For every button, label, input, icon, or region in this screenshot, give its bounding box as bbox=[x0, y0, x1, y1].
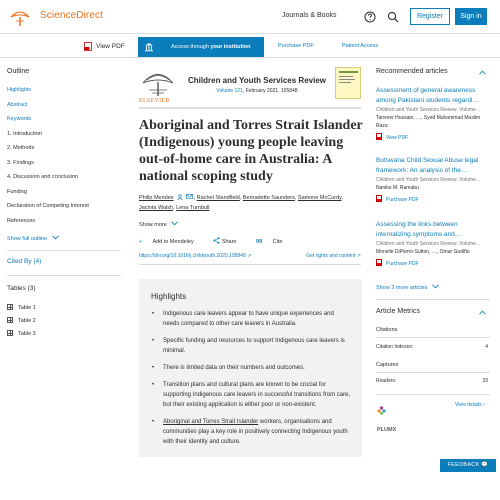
patient-access-link[interactable]: Patient Access bbox=[342, 43, 379, 49]
pdf-icon bbox=[376, 259, 382, 266]
article-actions bbox=[139, 237, 300, 245]
table-label: Table 1 bbox=[18, 305, 36, 311]
outline-item[interactable]: Declaration of Competing Interest bbox=[7, 203, 89, 209]
journal-cover-image[interactable] bbox=[335, 67, 361, 99]
table-link[interactable] bbox=[7, 317, 36, 324]
share-icon bbox=[213, 237, 220, 244]
view-pdf-link[interactable]: View PDF bbox=[96, 43, 125, 50]
table-label: Table 3 bbox=[18, 331, 36, 337]
article-metrics-title: Article Metrics bbox=[376, 308, 420, 315]
citations-label: Citations bbox=[376, 327, 398, 333]
plumx-icon bbox=[377, 406, 386, 415]
journals-books-link[interactable]: Journals & Books bbox=[282, 12, 337, 19]
outline-item[interactable]: Keywords bbox=[7, 116, 32, 122]
view-pdf-link[interactable]: View PDF bbox=[376, 133, 490, 141]
add-mendeley-button[interactable]: + Add to Mendeley bbox=[139, 239, 194, 245]
recommended-article-journal: Children and Youth Services Review, Volume… bbox=[376, 107, 481, 113]
plus-icon: + bbox=[139, 239, 143, 245]
access-institution-button[interactable] bbox=[138, 37, 264, 57]
recommended-article-journal: Children and Youth Services Review, Volume… bbox=[376, 177, 481, 183]
chevron-up-icon[interactable] bbox=[479, 310, 486, 315]
citation-indexes-value: 4 bbox=[485, 344, 488, 350]
author-link[interactable]: Samone McCurdy bbox=[297, 195, 342, 201]
author-list bbox=[139, 193, 364, 213]
recommended-article-title[interactable]: Assessment of general awareness among Pakistani students regardi… bbox=[376, 87, 479, 104]
volume-link[interactable]: Volume 121 bbox=[216, 88, 243, 94]
tables-title: Tables (3) bbox=[7, 285, 36, 292]
metric-divider bbox=[376, 337, 490, 338]
author-line: Philip Mendes , Rachel Standfield, Bernadette Saunders, Samone McCurdy, bbox=[139, 195, 344, 201]
chevron-down-icon bbox=[52, 235, 59, 240]
cited-by-link[interactable]: Cited By (4) bbox=[7, 258, 42, 265]
table-link[interactable] bbox=[7, 304, 36, 311]
highlight-item: • Transition plans and cultural plans are known to be crucial for supporting Indigenous care leavers in successful transitions from care, but their existing application is either poor or non-existent. bbox=[151, 380, 351, 410]
author-link[interactable]: Lena Turnbull bbox=[176, 205, 210, 211]
recommended-article bbox=[376, 220, 490, 267]
outline-item[interactable]: 4. Discussion and conclusion bbox=[7, 174, 78, 180]
readers-value: 33 bbox=[482, 378, 488, 384]
purchase-pdf-link[interactable]: Purchase PDF bbox=[376, 195, 490, 203]
table-icon bbox=[7, 317, 13, 323]
doi-row bbox=[139, 253, 361, 259]
person-icon[interactable] bbox=[177, 194, 183, 200]
doi-divider bbox=[139, 264, 361, 265]
chevron-up-icon[interactable] bbox=[479, 70, 486, 75]
cited-divider bbox=[7, 275, 121, 276]
chevron-down-icon bbox=[432, 284, 439, 289]
recommended-article-title[interactable]: Assessing the links between internalizing symptoms and… bbox=[376, 221, 462, 238]
sign-in-button[interactable]: Sign in bbox=[455, 8, 487, 25]
access-label: Access through your institution bbox=[171, 44, 251, 50]
recommended-article bbox=[376, 156, 490, 203]
show-full-outline-link[interactable]: Show full outline bbox=[7, 235, 59, 242]
readers-row: Readers: 33 bbox=[376, 378, 488, 384]
share-button[interactable]: Share bbox=[213, 239, 245, 245]
highlight-item: • Indigenous care leavers appear to have unique experiences and needs compared to other care leavers in Australia. bbox=[151, 309, 351, 329]
outline-item[interactable]: References bbox=[7, 217, 36, 224]
show-more-authors-button[interactable]: Show more bbox=[139, 221, 178, 228]
show-more-articles-link[interactable]: Show 3 more articles bbox=[376, 284, 439, 291]
metric-divider bbox=[376, 394, 490, 395]
table-label: Table 2 bbox=[18, 318, 36, 324]
highlights-box bbox=[139, 279, 362, 457]
outline-item[interactable]: Funding bbox=[7, 188, 27, 195]
recommended-article-journal: Children and Youth Services Review, Volume… bbox=[376, 241, 481, 247]
pdf-icon bbox=[376, 133, 382, 140]
cite-button[interactable]: 99 Cite bbox=[256, 239, 283, 245]
author-link[interactable]: Jacinta Walsh bbox=[139, 205, 174, 211]
highlight-item: • Aboriginal and Torres Strait Islander workers, organisations and communities play a key role in positively connecting Indigenous youth with their identity and culture. bbox=[151, 417, 351, 447]
table-icon bbox=[7, 304, 13, 310]
author-line: Jacinta Walsh, Lena Turnbull bbox=[139, 205, 210, 211]
citation-indexes-row: Citation Indexes: 4 bbox=[376, 344, 488, 350]
outline-item[interactable]: 1. Introduction bbox=[7, 130, 42, 137]
recommended-article-authors: Tanveer Hussain, …, Syed Muhammad Muslim Raza bbox=[376, 115, 481, 129]
feedback-icon: 💬 bbox=[481, 462, 489, 468]
help-icon[interactable] bbox=[364, 11, 376, 23]
recommended-article bbox=[376, 86, 490, 141]
highlight-item: • Specific funding and resources to support Indigenous care leavers is minimal. bbox=[151, 336, 351, 356]
highlights-title: Highlights bbox=[151, 292, 187, 301]
publisher-name: ELSEVIER bbox=[139, 98, 170, 104]
pdf-icon[interactable] bbox=[84, 42, 92, 51]
search-icon[interactable] bbox=[387, 11, 399, 23]
right-divider bbox=[376, 299, 490, 300]
highlight-term-link[interactable]: Aboriginal and Torres Strait Islander bbox=[163, 419, 259, 425]
elsevier-tree-logo-icon[interactable] bbox=[8, 7, 32, 27]
quote-icon: 99 bbox=[256, 239, 263, 245]
purchase-pdf-link[interactable]: Purchase PDF bbox=[278, 43, 314, 49]
chevron-down-icon bbox=[171, 221, 178, 226]
outline-item[interactable]: 2. Methods bbox=[7, 145, 35, 151]
recommended-article-title[interactable]: Botswana Child Sexual Abuse legal framework: An analysis of the… bbox=[376, 157, 479, 174]
captures-label: Captures bbox=[376, 362, 399, 368]
outline-item[interactable]: 3. Findings bbox=[7, 159, 34, 166]
doi-link[interactable]: https://doi.org/10.1016/j.childyouth.2020.105848 ↗ bbox=[139, 253, 252, 259]
recommended-article-authors: Nanike M. Ramabu bbox=[376, 185, 419, 191]
article-title: Aboriginal and Torres Strait Islander (Indigenous) young people leaving out-of-home care in Australia: A national scoping study bbox=[139, 118, 363, 184]
recommended-article-authors: Monelle DiPierro-Sutton, …, Omar Gudiño bbox=[376, 249, 470, 255]
author-link[interactable]: Bernadette Saunders bbox=[242, 195, 295, 201]
table-icon bbox=[7, 330, 13, 336]
get-rights-link[interactable]: Get rights and content ↗ bbox=[306, 253, 361, 259]
view-details-link[interactable]: View details › bbox=[455, 402, 485, 408]
journal-volume: Volume 121, February 2021, 105848 bbox=[216, 88, 298, 94]
brand-name[interactable]: ScienceDirect bbox=[40, 10, 103, 21]
outline-item[interactable]: Abstract bbox=[7, 101, 28, 108]
institution-icon bbox=[144, 42, 154, 52]
plumx-logo: PLUMX bbox=[377, 400, 407, 410]
purchase-pdf-link[interactable]: Purchase PDF bbox=[376, 259, 490, 267]
author-link[interactable]: Philip Mendes bbox=[139, 195, 174, 201]
register-button[interactable]: Register bbox=[410, 8, 450, 25]
outline-divider bbox=[7, 250, 121, 251]
email-icon[interactable] bbox=[186, 194, 193, 199]
pdf-icon bbox=[376, 195, 382, 202]
table-link[interactable] bbox=[7, 330, 36, 337]
metric-divider bbox=[376, 372, 490, 373]
feedback-button[interactable]: FEEDBACK 💬 bbox=[440, 459, 496, 472]
journal-title-link[interactable]: Children and Youth Services Review bbox=[188, 76, 326, 85]
outline-title: Outline bbox=[7, 68, 30, 75]
top-header bbox=[0, 0, 500, 34]
author-link[interactable]: Rachel Standfield bbox=[196, 195, 240, 201]
highlights-list bbox=[151, 309, 351, 454]
outline-item[interactable]: Highlights bbox=[7, 87, 32, 93]
recommended-title: Recommended articles bbox=[376, 68, 448, 75]
highlight-item: • There is limited data on their numbers and outcomes. bbox=[151, 363, 351, 373]
elsevier-logo-icon[interactable] bbox=[139, 68, 177, 98]
header-separator bbox=[139, 107, 361, 109]
